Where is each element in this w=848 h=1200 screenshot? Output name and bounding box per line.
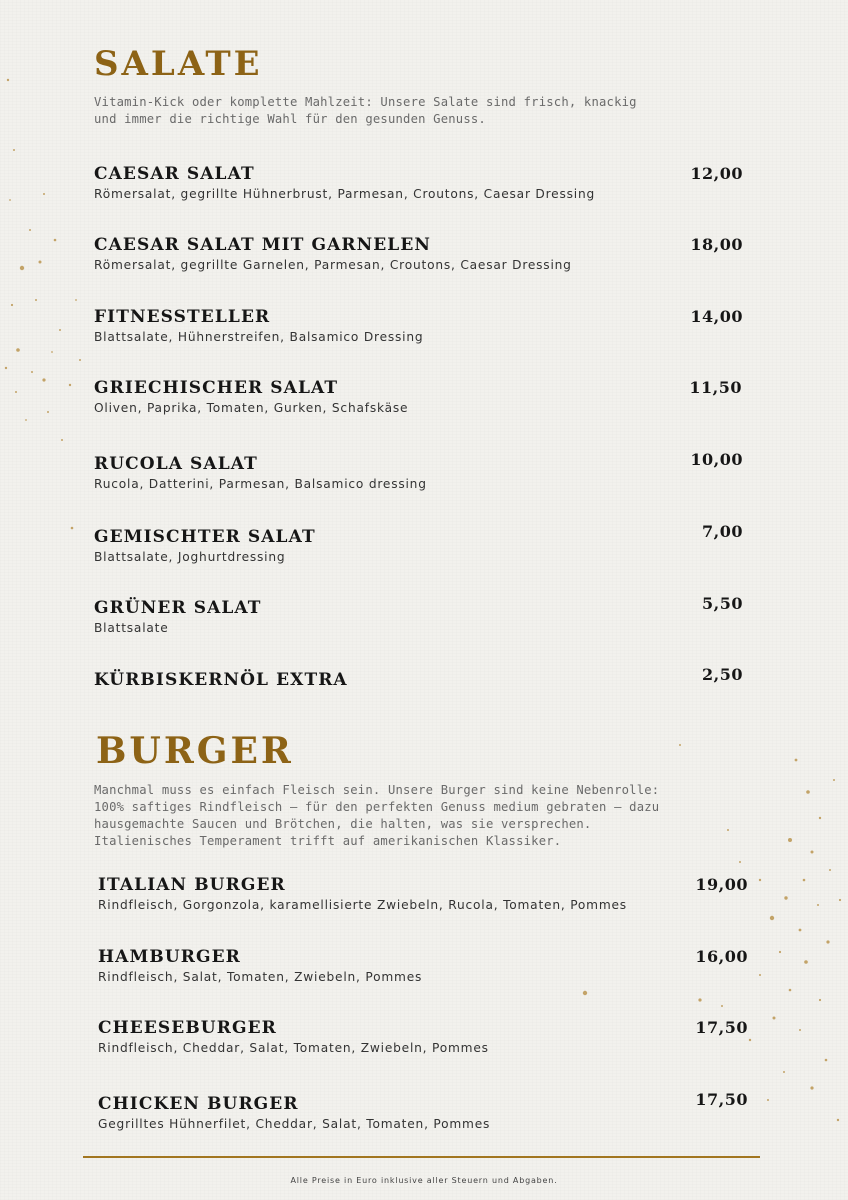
item-price: 7,00 [702, 522, 743, 541]
intro-line: Vitamin-Kick oder komplette Mahlzeit: Unsere Salate sind frisch, knackig [94, 95, 637, 109]
item-description: Rindfleisch, Salat, Tomaten, Zwiebeln, Pommes [98, 970, 423, 984]
item-description: Rindfleisch, Cheddar, Salat, Tomaten, Zwiebeln, Pommes [98, 1041, 489, 1055]
item-name: RUCOLA SALAT [94, 454, 258, 474]
menu-item-rucola-salat [94, 453, 427, 493]
price-footnote: Alle Preise in Euro inklusive aller Steuern und Abgaben. [290, 1176, 558, 1185]
footer-divider [83, 1156, 760, 1158]
item-name: KÜRBISKERNÖL EXTRA [94, 670, 348, 690]
item-description: Blattsalate [94, 621, 169, 635]
section-title-salate: SALATE [94, 44, 263, 84]
item-description: Rindfleisch, Gorgonzola, karamellisierte Zwiebeln, Rucola, Tomaten, Pommes [98, 898, 627, 912]
item-price: 2,50 [702, 665, 743, 684]
menu-item-chicken-burger [98, 1093, 490, 1133]
section-intro-salate [94, 94, 637, 128]
menu-item-caesar-salat-garnelen [94, 234, 572, 274]
menu-item-gruener-salat [94, 597, 262, 637]
menu-item-gemischter-salat [94, 526, 316, 566]
menu-item-caesar-salat [94, 163, 595, 203]
item-name: CAESAR SALAT [94, 164, 255, 184]
item-name: GEMISCHTER SALAT [94, 527, 316, 547]
item-price: 11,50 [689, 378, 742, 397]
menu-item-kuerbiskernoel-extra [94, 669, 348, 691]
menu-item-italian-burger [98, 874, 627, 914]
intro-line: Italienisches Temperament trifft auf amerikanischen Klassiker. [94, 834, 562, 848]
item-name: HAMBURGER [98, 947, 241, 967]
item-price: 17,50 [695, 1018, 748, 1037]
item-name: CHICKEN BURGER [98, 1094, 299, 1114]
item-description: Blattsalate, Joghurtdressing [94, 550, 286, 564]
section-intro-burger [94, 782, 659, 850]
item-description: Blattsalate, Hühnerstreifen, Balsamico Dressing [94, 330, 424, 344]
item-name: ITALIAN BURGER [98, 875, 286, 895]
item-price: 19,00 [695, 875, 748, 894]
item-description: Rucola, Datterini, Parmesan, Balsamico dressing [94, 477, 427, 491]
section-title-burger: BURGER [96, 730, 294, 772]
intro-line: hausgemachte Saucen und Brötchen, die halten, was sie versprechen. [94, 817, 592, 831]
item-price: 12,00 [690, 164, 743, 183]
item-name: GRIECHISCHER SALAT [94, 378, 339, 398]
item-description: Römersalat, gegrillte Garnelen, Parmesan, Croutons, Caesar Dressing [94, 258, 572, 272]
item-description: Oliven, Paprika, Tomaten, Gurken, Schafskäse [94, 401, 409, 415]
item-name: FITNESSTELLER [94, 307, 271, 327]
item-description: Römersalat, gegrillte Hühnerbrust, Parmesan, Croutons, Caesar Dressing [94, 187, 596, 201]
item-description: Gegrilltes Hühnerfilet, Cheddar, Salat, Tomaten, Pommes [98, 1117, 491, 1131]
item-name: CAESAR SALAT MIT GARNELEN [94, 235, 432, 255]
item-price: 14,00 [690, 307, 743, 326]
item-price: 17,50 [695, 1090, 748, 1109]
item-price: 18,00 [690, 235, 743, 254]
intro-line: und immer die richtige Wahl für den gesunden Genuss. [94, 112, 486, 126]
menu-item-griechischer-salat [94, 377, 408, 417]
item-name: GRÜNER SALAT [94, 598, 262, 618]
menu-item-hamburger [98, 946, 422, 986]
item-price: 10,00 [690, 450, 743, 469]
item-price: 5,50 [702, 594, 743, 613]
intro-line: 100% saftiges Rindfleisch – für den perfekten Genuss medium gebraten – dazu [94, 800, 660, 814]
item-name: CHEESEBURGER [98, 1018, 277, 1038]
item-price: 16,00 [695, 947, 748, 966]
intro-line: Manchmal muss es einfach Fleisch sein. Unsere Burger sind keine Nebenrolle: [94, 783, 660, 797]
menu-item-fitnessteller [94, 306, 423, 346]
menu-item-cheeseburger [98, 1017, 489, 1057]
